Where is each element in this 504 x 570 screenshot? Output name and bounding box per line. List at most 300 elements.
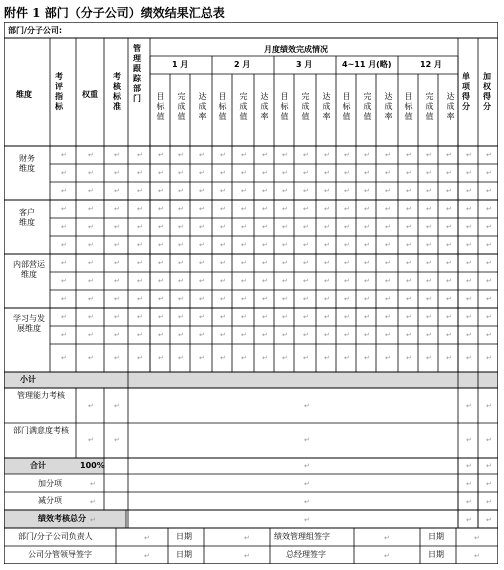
table-grid-lines (4, 22, 498, 564)
paragraph-mark: ↵ (486, 330, 492, 339)
paragraph-mark: ↵ (241, 240, 247, 249)
paragraph-mark: ↵ (304, 436, 310, 444)
subcol-1-3: 达成率 (198, 92, 207, 121)
dimension-learning: 学习与发展维度 (13, 314, 45, 333)
paragraph-mark: ↵ (244, 552, 250, 560)
paragraph-mark: ↵ (384, 534, 390, 542)
paragraph-mark: ↵ (303, 294, 309, 303)
paragraph-mark: ↵ (137, 222, 143, 231)
paragraph-mark: ↵ (486, 402, 492, 410)
paragraph-mark: ↵ (114, 150, 120, 159)
paragraph-mark: ↵ (304, 516, 310, 524)
paragraph-mark: ↵ (178, 294, 184, 303)
total-label: 合计 (30, 461, 46, 470)
paragraph-mark: ↵ (303, 150, 309, 159)
paragraph-mark: ↵ (364, 222, 370, 231)
paragraph-mark: ↵ (241, 353, 247, 362)
paragraph-mark: ↵ (137, 294, 143, 303)
subcol-4-3: 达成率 (384, 92, 393, 121)
paragraph-mark: ↵ (406, 276, 412, 285)
paragraph-mark: ↵ (158, 258, 164, 267)
paragraph-mark: ↵ (446, 186, 452, 195)
paragraph-mark: ↵ (385, 258, 391, 267)
paragraph-mark: ↵ (199, 294, 205, 303)
paragraph-mark: ↵ (446, 168, 452, 177)
paragraph-mark: ↵ (385, 168, 391, 177)
paragraph-mark: ↵ (385, 240, 391, 249)
paragraph-mark: ↵ (144, 534, 150, 542)
paragraph-mark: ↵ (114, 312, 120, 321)
paragraph-mark: ↵ (426, 312, 432, 321)
total-weight: 100% (80, 461, 105, 470)
paragraph-mark: ↵ (262, 353, 268, 362)
paragraph-mark: ↵ (364, 258, 370, 267)
paragraph-mark: ↵ (158, 222, 164, 231)
subcol-4-1: 目标值 (342, 92, 351, 121)
paragraph-mark: ↵ (406, 168, 412, 177)
paragraph-mark: ↵ (406, 312, 412, 321)
subcol-3-1: 目标值 (280, 92, 289, 121)
paragraph-mark: ↵ (88, 276, 94, 285)
paragraph-mark: ↵ (88, 150, 94, 159)
paragraph-mark: ↵ (466, 353, 472, 362)
paragraph-mark: ↵ (61, 222, 67, 231)
paragraph-mark: ↵ (303, 276, 309, 285)
paragraph-mark: ↵ (114, 330, 120, 339)
paragraph-mark: ↵ (241, 294, 247, 303)
paragraph-mark: ↵ (486, 516, 492, 524)
paragraph-mark: ↵ (406, 222, 412, 231)
sign-leader-label: 公司分管领导签字 (28, 550, 92, 559)
paragraph-mark: ↵ (324, 276, 330, 285)
paragraph-mark: ↵ (426, 150, 432, 159)
paragraph-mark: ↵ (158, 186, 164, 195)
paragraph-mark: ↵ (385, 186, 391, 195)
paragraph-mark: ↵ (199, 186, 205, 195)
paragraph-mark: ↵ (466, 150, 472, 159)
paragraph-mark: ↵ (220, 240, 226, 249)
paragraph-mark: ↵ (486, 294, 492, 303)
paragraph-mark: ↵ (344, 258, 350, 267)
paragraph-mark: ↵ (344, 204, 350, 213)
paragraph-mark: ↵ (114, 258, 120, 267)
tracking-dept-header: 管理跟踪部门 (133, 44, 141, 103)
paragraph-mark: ↵ (178, 312, 184, 321)
paragraph-mark: ↵ (303, 168, 309, 177)
paragraph-mark: ↵ (406, 330, 412, 339)
paragraph-mark: ↵ (137, 186, 143, 195)
paragraph-mark: ↵ (385, 204, 391, 213)
paragraph-mark: ↵ (446, 258, 452, 267)
paragraph-mark: ↵ (241, 312, 247, 321)
month-header-5: 12 月 (420, 60, 442, 69)
paragraph-mark: ↵ (426, 204, 432, 213)
paragraph-mark: ↵ (61, 186, 67, 195)
paragraph-mark: ↵ (426, 330, 432, 339)
paragraph-mark: ↵ (178, 168, 184, 177)
paragraph-mark: ↵ (178, 330, 184, 339)
paragraph-mark: ↵ (282, 222, 288, 231)
paragraph-mark: ↵ (466, 276, 472, 285)
paragraph-mark: ↵ (406, 150, 412, 159)
paragraph-mark: ↵ (446, 150, 452, 159)
paragraph-mark: ↵ (324, 204, 330, 213)
paragraph-mark: ↵ (406, 186, 412, 195)
paragraph-mark: ↵ (158, 150, 164, 159)
paragraph-mark: ↵ (158, 330, 164, 339)
paragraph-mark: ↵ (114, 276, 120, 285)
paragraph-mark: ↵ (324, 294, 330, 303)
deduction-label: 减分项 (38, 496, 62, 505)
paragraph-mark: ↵ (61, 294, 67, 303)
paragraph-mark: ↵ (158, 294, 164, 303)
paragraph-mark: ↵ (486, 353, 492, 362)
paragraph-mark: ↵ (199, 353, 205, 362)
subcol-1-2: 完成值 (177, 92, 186, 121)
paragraph-mark: ↵ (114, 240, 120, 249)
paragraph-mark: ↵ (241, 204, 247, 213)
paragraph-mark: ↵ (486, 258, 492, 267)
paragraph-mark: ↵ (61, 258, 67, 267)
paragraph-mark: ↵ (199, 222, 205, 231)
paragraph-mark: ↵ (178, 276, 184, 285)
paragraph-mark: ↵ (114, 402, 120, 410)
paragraph-mark: ↵ (486, 204, 492, 213)
paragraph-mark: ↵ (241, 330, 247, 339)
paragraph-mark: ↵ (474, 534, 480, 542)
paragraph-mark: ↵ (220, 168, 226, 177)
paragraph-mark: ↵ (466, 516, 472, 524)
standard-header: 考核标准 (113, 72, 121, 111)
paragraph-mark: ↵ (114, 204, 120, 213)
paragraph-mark: ↵ (303, 258, 309, 267)
paragraph-mark: ↵ (344, 150, 350, 159)
subcol-4-2: 完成值 (363, 92, 372, 121)
paragraph-mark: ↵ (364, 276, 370, 285)
paragraph-mark: ↵ (344, 353, 350, 362)
paragraph-mark: ↵ (406, 294, 412, 303)
paragraph-mark: ↵ (137, 204, 143, 213)
paragraph-mark: ↵ (90, 516, 96, 524)
paragraph-mark: ↵ (426, 276, 432, 285)
paragraph-mark: ↵ (466, 204, 472, 213)
paragraph-mark: ↵ (282, 150, 288, 159)
subcol-5-2: 完成值 (425, 92, 434, 121)
paragraph-mark: ↵ (324, 222, 330, 231)
paragraph-mark: ↵ (88, 330, 94, 339)
dimension-internal: 内部营运维度 (13, 260, 45, 279)
paragraph-mark: ↵ (446, 240, 452, 249)
sign-leader-date: 日期 (176, 550, 192, 559)
month-header-3: 3 月 (296, 60, 313, 69)
paragraph-mark: ↵ (262, 150, 268, 159)
paragraph-mark: ↵ (114, 222, 120, 231)
weighted-score-header: 加权得分 (483, 72, 491, 111)
paragraph-mark: ↵ (262, 168, 268, 177)
paragraph-mark: ↵ (303, 240, 309, 249)
paragraph-mark: ↵ (241, 222, 247, 231)
paragraph-mark: ↵ (220, 353, 226, 362)
paragraph-mark: ↵ (88, 294, 94, 303)
paragraph-mark: ↵ (446, 222, 452, 231)
paragraph-mark: ↵ (406, 353, 412, 362)
monthly-header: 月度绩效完成情况 (264, 45, 328, 54)
paragraph-mark: ↵ (446, 353, 452, 362)
paragraph-mark: ↵ (304, 402, 310, 410)
paragraph-mark: ↵ (262, 258, 268, 267)
paragraph-mark: ↵ (178, 353, 184, 362)
paragraph-mark: ↵ (466, 222, 472, 231)
paragraph-mark: ↵ (324, 258, 330, 267)
sign-perf-date: 日期 (428, 532, 444, 541)
paragraph-mark: ↵ (88, 258, 94, 267)
paragraph-mark: ↵ (61, 240, 67, 249)
paragraph-mark: ↵ (158, 353, 164, 362)
paragraph-mark: ↵ (385, 222, 391, 231)
subcol-3-2: 完成值 (301, 92, 310, 121)
paragraph-mark: ↵ (446, 312, 452, 321)
paragraph-mark: ↵ (344, 168, 350, 177)
document-title: 附件 1 部门（分子公司）绩效结果汇总表 (4, 6, 225, 20)
paragraph-mark: ↵ (406, 258, 412, 267)
paragraph-mark: ↵ (241, 276, 247, 285)
paragraph-mark: ↵ (61, 276, 67, 285)
paragraph-mark: ↵ (426, 294, 432, 303)
paragraph-mark: ↵ (486, 498, 492, 506)
paragraph-mark: ↵ (282, 204, 288, 213)
subcol-5-3: 达成率 (446, 92, 455, 121)
paragraph-mark: ↵ (364, 168, 370, 177)
paragraph-mark: ↵ (199, 204, 205, 213)
paragraph-mark: ↵ (426, 240, 432, 249)
paragraph-mark: ↵ (262, 186, 268, 195)
paragraph-mark: ↵ (426, 186, 432, 195)
paragraph-mark: ↵ (324, 168, 330, 177)
paragraph-mark: ↵ (220, 186, 226, 195)
paragraph-mark: ↵ (466, 312, 472, 321)
paragraph-mark: ↵ (262, 222, 268, 231)
sign-owner-date: 日期 (176, 532, 192, 541)
paragraph-mark: ↵ (61, 312, 67, 321)
paragraph-mark: ↵ (90, 480, 96, 488)
paragraph-mark: ↵ (426, 258, 432, 267)
paragraph-mark: ↵ (88, 353, 94, 362)
month-header-1: 1 月 (172, 60, 189, 69)
sign-gm-date: 日期 (428, 550, 444, 559)
paragraph-mark: ↵ (303, 353, 309, 362)
paragraph-mark: ↵ (178, 204, 184, 213)
paragraph-mark: ↵ (241, 168, 247, 177)
paragraph-mark: ↵ (446, 294, 452, 303)
paragraph-mark: ↵ (88, 204, 94, 213)
weight-header: 权重 (82, 90, 98, 99)
sign-owner-label: 部门/分子公司负责人 (18, 532, 93, 541)
paragraph-mark: ↵ (486, 222, 492, 231)
paragraph-mark: ↵ (61, 168, 67, 177)
bonus-label: 加分项 (38, 479, 62, 488)
overall-score-label: 绩效考核总分 (38, 514, 86, 523)
paragraph-mark: ↵ (137, 312, 143, 321)
paragraph-mark: ↵ (220, 294, 226, 303)
subcol-5-1: 目标值 (404, 92, 413, 121)
paragraph-mark: ↵ (88, 436, 94, 444)
paragraph-mark: ↵ (137, 240, 143, 249)
paragraph-mark: ↵ (385, 330, 391, 339)
paragraph-mark: ↵ (466, 402, 472, 410)
paragraph-mark: ↵ (466, 258, 472, 267)
subcol-2-3: 达成率 (260, 92, 269, 121)
paragraph-mark: ↵ (241, 150, 247, 159)
subcol-2-2: 完成值 (239, 92, 248, 121)
paragraph-mark: ↵ (466, 186, 472, 195)
paragraph-mark: ↵ (220, 204, 226, 213)
paragraph-mark: ↵ (88, 168, 94, 177)
paragraph-mark: ↵ (304, 462, 310, 470)
paragraph-mark: ↵ (426, 353, 432, 362)
paragraph-mark: ↵ (262, 276, 268, 285)
paragraph-mark: ↵ (88, 240, 94, 249)
paragraph-mark: ↵ (241, 258, 247, 267)
paragraph-mark: ↵ (446, 276, 452, 285)
paragraph-mark: ↵ (385, 312, 391, 321)
paragraph-mark: ↵ (282, 240, 288, 249)
paragraph-mark: ↵ (344, 330, 350, 339)
paragraph-mark: ↵ (486, 436, 492, 444)
paragraph-mark: ↵ (282, 276, 288, 285)
paragraph-mark: ↵ (114, 353, 120, 362)
paragraph-mark: ↵ (61, 330, 67, 339)
paragraph-mark: ↵ (324, 312, 330, 321)
month-header-2: 2 月 (234, 60, 251, 69)
paragraph-mark: ↵ (303, 312, 309, 321)
paragraph-mark: ↵ (282, 258, 288, 267)
paragraph-mark: ↵ (178, 258, 184, 267)
paragraph-mark: ↵ (466, 330, 472, 339)
paragraph-mark: ↵ (344, 276, 350, 285)
paragraph-mark: ↵ (385, 276, 391, 285)
paragraph-mark: ↵ (486, 312, 492, 321)
paragraph-mark: ↵ (137, 330, 143, 339)
paragraph-mark: ↵ (61, 204, 67, 213)
paragraph-mark: ↵ (220, 150, 226, 159)
paragraph-mark: ↵ (262, 312, 268, 321)
paragraph-mark: ↵ (364, 240, 370, 249)
sign-gm: 总经理签字 (286, 550, 326, 559)
paragraph-mark: ↵ (158, 312, 164, 321)
paragraph-mark: ↵ (344, 222, 350, 231)
paragraph-mark: ↵ (344, 240, 350, 249)
paragraph-mark: ↵ (364, 312, 370, 321)
paragraph-mark: ↵ (474, 552, 480, 560)
paragraph-mark: ↵ (303, 330, 309, 339)
paragraph-mark: ↵ (137, 168, 143, 177)
paragraph-mark: ↵ (426, 168, 432, 177)
paragraph-mark: ↵ (178, 222, 184, 231)
paragraph-mark: ↵ (303, 186, 309, 195)
sign-perf-group: 绩效管理组签字 (274, 532, 330, 541)
paragraph-mark: ↵ (137, 353, 143, 362)
paragraph-mark: ↵ (90, 498, 96, 506)
paragraph-mark: ↵ (364, 186, 370, 195)
paragraph-mark: ↵ (61, 353, 67, 362)
paragraph-mark: ↵ (241, 186, 247, 195)
paragraph-mark: ↵ (364, 294, 370, 303)
paragraph-mark: ↵ (344, 186, 350, 195)
paragraph-mark: ↵ (88, 186, 94, 195)
paragraph-mark: ↵ (262, 240, 268, 249)
paragraph-mark: ↵ (262, 330, 268, 339)
paragraph-mark: ↵ (303, 222, 309, 231)
subcol-3-3: 达成率 (322, 92, 331, 121)
paragraph-mark: ↵ (364, 353, 370, 362)
dept-satisfaction-label: 部门满意度考核 (13, 426, 69, 435)
paragraph-mark: ↵ (199, 276, 205, 285)
single-score-header: 单项得分 (462, 72, 470, 111)
paragraph-mark: ↵ (114, 168, 120, 177)
paragraph-mark: ↵ (466, 498, 472, 506)
paragraph-mark: ↵ (344, 294, 350, 303)
paragraph-mark: ↵ (324, 353, 330, 362)
paragraph-mark: ↵ (486, 240, 492, 249)
paragraph-mark: ↵ (114, 436, 120, 444)
paragraph-mark: ↵ (466, 240, 472, 249)
paragraph-mark: ↵ (486, 480, 492, 488)
paragraph-mark: ↵ (61, 150, 67, 159)
paragraph-mark: ↵ (446, 204, 452, 213)
paragraph-mark: ↵ (385, 150, 391, 159)
paragraph-mark: ↵ (406, 204, 412, 213)
paragraph-mark: ↵ (158, 204, 164, 213)
paragraph-mark: ↵ (486, 186, 492, 195)
paragraph-mark: ↵ (282, 353, 288, 362)
paragraph-mark: ↵ (364, 330, 370, 339)
paragraph-mark: ↵ (114, 294, 120, 303)
subcol-1-1: 目标值 (156, 92, 165, 121)
paragraph-mark: ↵ (384, 552, 390, 560)
paragraph-mark: ↵ (486, 150, 492, 159)
paragraph-mark: ↵ (324, 186, 330, 195)
paragraph-mark: ↵ (486, 276, 492, 285)
paragraph-mark: ↵ (199, 240, 205, 249)
paragraph-mark: ↵ (344, 312, 350, 321)
paragraph-mark: ↵ (88, 222, 94, 231)
paragraph-mark: ↵ (282, 330, 288, 339)
paragraph-mark: ↵ (282, 294, 288, 303)
paragraph-mark: ↵ (262, 204, 268, 213)
paragraph-mark: ↵ (406, 240, 412, 249)
paragraph-mark: ↵ (364, 204, 370, 213)
paragraph-mark: ↵ (88, 312, 94, 321)
dimension-finance: 财务维度 (19, 154, 35, 173)
paragraph-mark: ↵ (385, 353, 391, 362)
subtotal-label: 小计 (20, 375, 36, 384)
paragraph-mark: ↵ (137, 258, 143, 267)
paragraph-mark: ↵ (486, 168, 492, 177)
paragraph-mark: ↵ (178, 150, 184, 159)
paragraph-mark: ↵ (262, 294, 268, 303)
paragraph-mark: ↵ (144, 552, 150, 560)
kpi-header: 考评指标 (55, 72, 63, 111)
dept-company-label: 部门/分子公司: (8, 26, 63, 35)
paragraph-mark: ↵ (364, 150, 370, 159)
paragraph-mark: ↵ (114, 186, 120, 195)
paragraph-mark: ↵ (385, 294, 391, 303)
dimension-header: 维度 (16, 90, 32, 99)
mgmt-ability-label: 管理能力考核 (17, 391, 65, 400)
paragraph-mark: ↵ (220, 276, 226, 285)
paragraph-mark: ↵ (466, 480, 472, 488)
paragraph-mark: ↵ (178, 240, 184, 249)
